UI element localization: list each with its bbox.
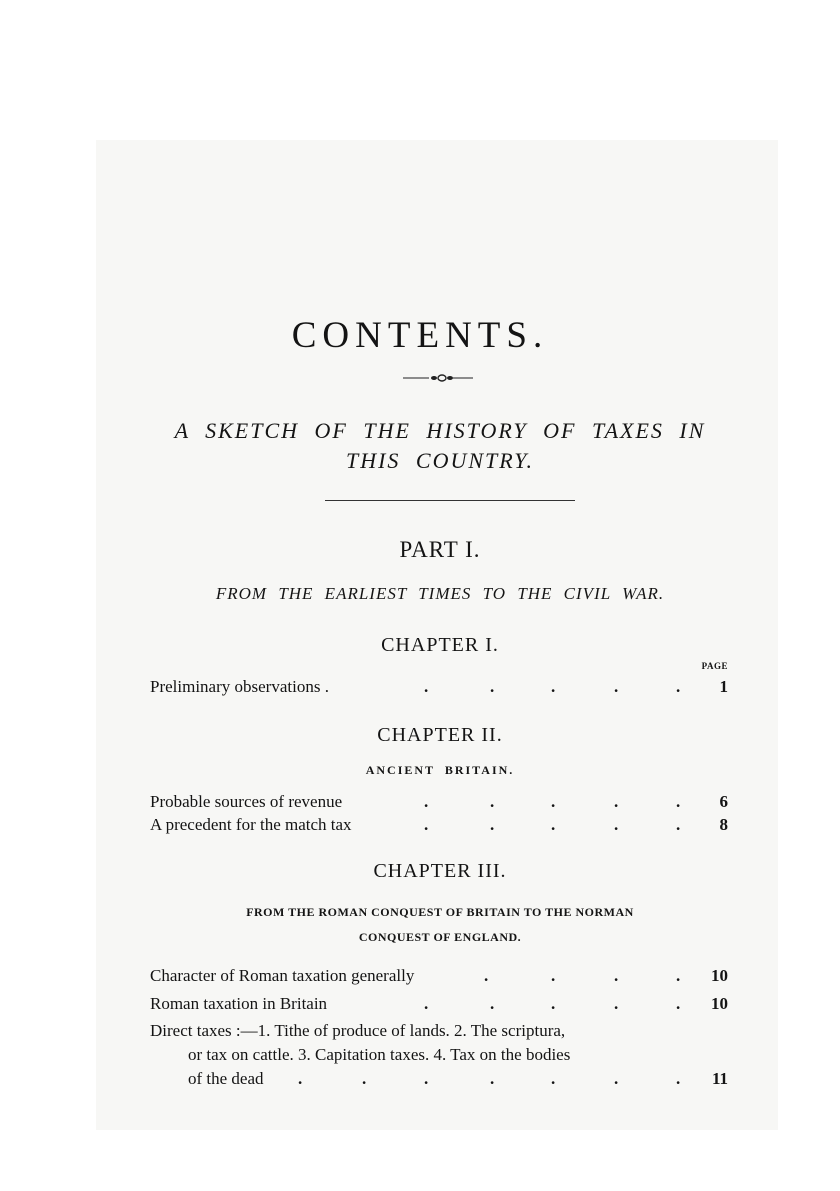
leader-dots: . (362, 1069, 367, 1088)
page-column-header: PAGE (701, 661, 728, 671)
leader-dots: . (490, 1069, 495, 1088)
toc-entry: Preliminary observations . (150, 677, 329, 696)
toc-entry: Character of Roman taxation generally (150, 966, 415, 985)
chapter-heading: CHAPTER III. (373, 860, 507, 882)
toc-entry-text: Preliminary observations (150, 677, 321, 696)
toc-entry: Probable sources of revenue (150, 792, 343, 811)
leader-dots: . (676, 677, 681, 696)
chapter-subheading-line2: CONQUEST OF ENGLAND. (358, 930, 522, 944)
book-subtitle-line2: THIS COUNTRY. (345, 448, 535, 473)
book-subtitle-line1: A SKETCH OF THE HISTORY OF TAXES IN (174, 418, 706, 443)
page-number: 8 (719, 815, 728, 834)
leader-dots: . (551, 815, 556, 834)
page-number: 10 (711, 966, 728, 985)
leader-dots: . (551, 1069, 556, 1088)
leader-dots: . (424, 815, 429, 834)
page-number: 11 (711, 1069, 728, 1088)
leader-dots: . (490, 677, 495, 696)
toc-entry: A precedent for the match tax (150, 815, 352, 834)
leader-dots: . (676, 994, 681, 1013)
leader-dots: . (490, 792, 495, 811)
toc-entry: Roman taxation in Britain (150, 994, 328, 1013)
leader-dots: . (614, 677, 619, 696)
leader-dots: . (614, 792, 619, 811)
leader-dots: . (614, 815, 619, 834)
toc-entry-line3: of the dead (188, 1069, 264, 1088)
ornament-divider (403, 372, 473, 384)
leader-dots: . (614, 994, 619, 1013)
leader-dots: . (676, 966, 681, 985)
chapter-subheading: ANCIENT BRITAIN. (365, 763, 515, 777)
page-number: 10 (711, 994, 728, 1013)
page-number: 1 (719, 677, 728, 696)
part-heading: PART I. (399, 537, 481, 562)
leader-dots: . (676, 792, 681, 811)
leader-dots: . (551, 677, 556, 696)
leader-dots: . (676, 1069, 681, 1088)
leader-dots: . (298, 1069, 303, 1088)
leader-dots: . (490, 994, 495, 1013)
leader-dots: . (490, 815, 495, 834)
leader-dots: . (551, 994, 556, 1013)
chapter-heading: CHAPTER I. (381, 634, 499, 656)
part-subtitle: FROM THE EARLIEST TIMES TO THE CIVIL WAR. (215, 584, 665, 603)
leader-dots: . (614, 966, 619, 985)
chapter-heading: CHAPTER II. (377, 724, 503, 746)
leader-dots: . (614, 1069, 619, 1088)
leader-dots: . (424, 1069, 429, 1088)
page-number: 6 (719, 792, 728, 811)
leader-dots: . (424, 677, 429, 696)
leader-dots: . (676, 815, 681, 834)
contents-title: CONTENTS. (291, 315, 549, 356)
leader-dots: . (551, 792, 556, 811)
horizontal-rule (325, 500, 575, 501)
leader-dots: . (484, 966, 489, 985)
chapter-subheading-line1: FROM THE ROMAN CONQUEST OF BRITAIN TO THE NORMAN (246, 905, 634, 919)
leader-dots: . (551, 966, 556, 985)
toc-entry-line1: Direct taxes :—1. Tithe of produce of lands. 2. The scriptura, (150, 1021, 566, 1040)
toc-entry-line2: or tax on cattle. 3. Capitation taxes. 4. Tax on the bodies (188, 1045, 571, 1064)
leader-dots: . (424, 994, 429, 1013)
leader-dots: . (424, 792, 429, 811)
